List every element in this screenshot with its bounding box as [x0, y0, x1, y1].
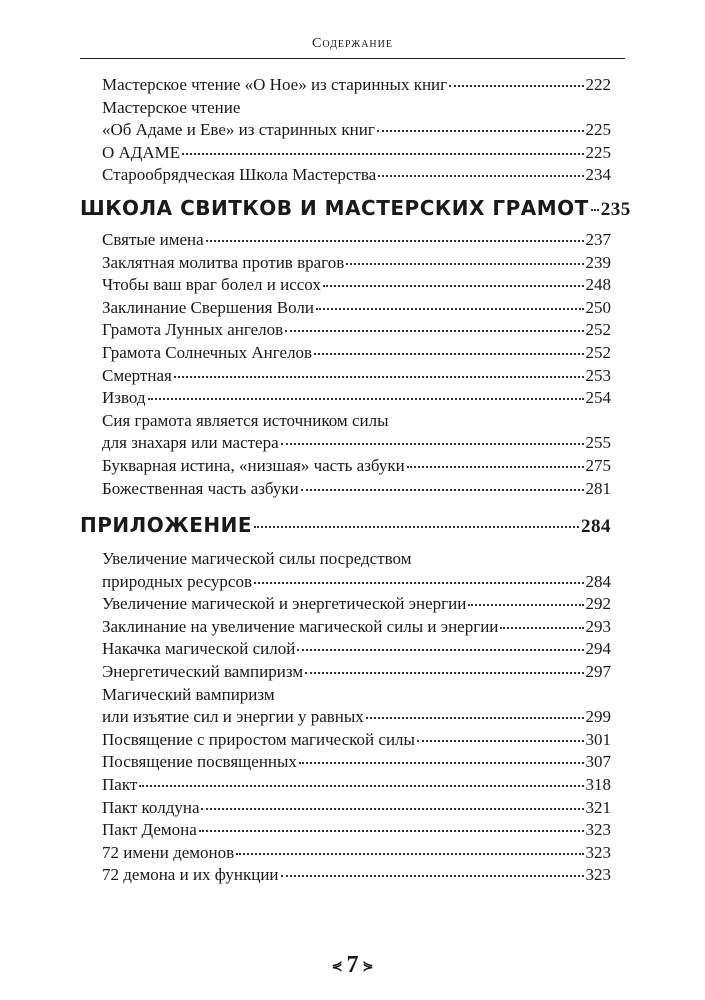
- dot-leader: [468, 604, 583, 606]
- toc-block-2: [80, 229, 611, 500]
- toc-entry[interactable]: [80, 729, 611, 752]
- toc-entry[interactable]: [80, 864, 611, 887]
- entry-page-number: 237: [585, 229, 611, 249]
- dot-leader: [281, 443, 584, 445]
- entry-title: Увеличение магической и энергетической энергии: [102, 594, 467, 614]
- page-number: 7: [346, 952, 359, 978]
- entry-title: Энергетический вампиризм: [102, 662, 304, 682]
- toc-section-heading[interactable]: [80, 193, 631, 225]
- page-footer: [0, 952, 705, 979]
- entry-page-number: 323: [585, 820, 611, 840]
- toc-entry[interactable]: [80, 142, 611, 165]
- entry-page-number: 293: [585, 616, 611, 636]
- toc-block-1: [80, 74, 611, 187]
- dot-leader: [591, 209, 599, 211]
- toc-entry-line[interactable]: Мастерское чтение: [102, 97, 241, 117]
- dot-leader: [316, 308, 584, 310]
- toc-entry[interactable]: [80, 297, 611, 320]
- dot-leader: [299, 762, 584, 764]
- entry-title: Святые имена: [102, 229, 204, 249]
- entry-page-number: 299: [585, 707, 611, 727]
- entry-page-number: 294: [585, 639, 611, 659]
- entry-page-number: 222: [585, 75, 611, 94]
- dot-leader: [182, 153, 583, 155]
- entry-page-number: 248: [585, 275, 611, 295]
- entry-title: Посвящение с приростом магической силы: [102, 729, 415, 749]
- dot-leader: [199, 830, 584, 832]
- entry-title: Грамота Солнечных Ангелов: [102, 342, 313, 362]
- dot-leader: [254, 582, 584, 584]
- entry-title: Посвящение посвященных: [102, 752, 297, 772]
- toc-entry[interactable]: [80, 819, 611, 842]
- section-page-number: 235: [600, 198, 631, 220]
- entry-title: Мастерское чтение «О Ное» из старинных книг: [102, 75, 448, 94]
- entry-title: 72 имени демонов: [102, 842, 235, 862]
- entry-page-number: 301: [585, 729, 611, 749]
- toc-entry[interactable]: [80, 455, 611, 478]
- entry-title: О АДАМЕ: [102, 142, 181, 162]
- entry-title: 72 демона и их функции: [102, 865, 279, 885]
- entry-title: Заклинание на увеличение магической силы и энергии: [102, 616, 499, 636]
- toc-entry[interactable]: [80, 478, 611, 501]
- dot-leader: [407, 466, 584, 468]
- dot-leader: [346, 263, 583, 265]
- entry-page-number: 323: [585, 842, 611, 862]
- toc-entry[interactable]: [80, 751, 611, 774]
- dot-leader: [323, 285, 584, 287]
- entry-title: Пакт Демона: [102, 820, 197, 840]
- dot-leader: [301, 489, 584, 491]
- toc-entry[interactable]: [80, 661, 611, 684]
- entry-page-number: 318: [585, 775, 611, 795]
- toc-entry[interactable]: [80, 164, 611, 187]
- dot-leader: [206, 240, 584, 242]
- toc-entry-line[interactable]: Увеличение магической силы посредством: [102, 549, 412, 569]
- section-page-number: 284: [581, 516, 611, 538]
- toc-entry[interactable]: [80, 252, 611, 275]
- toc-entry[interactable]: [80, 119, 611, 142]
- dot-leader: [449, 85, 583, 87]
- toc-entry[interactable]: [80, 616, 611, 639]
- entry-page-number: 284: [585, 571, 611, 591]
- dot-leader: [500, 627, 583, 629]
- toc-entry[interactable]: [80, 571, 611, 594]
- entry-title: Извод: [102, 388, 146, 408]
- toc-entry[interactable]: [80, 229, 611, 252]
- toc-entry[interactable]: [80, 274, 611, 297]
- toc-entry-line[interactable]: Магический вампиризм: [102, 684, 275, 704]
- toc-entry[interactable]: [80, 387, 611, 410]
- dot-leader: [174, 376, 584, 378]
- toc-entry[interactable]: [80, 365, 611, 388]
- dot-leader: [285, 330, 583, 332]
- entry-title: Заклинание Свершения Воли: [102, 297, 314, 317]
- entry-page-number: 307: [585, 752, 611, 772]
- entry-page-number: 234: [585, 165, 611, 185]
- toc-entry[interactable]: [80, 74, 611, 97]
- entry-page-number: 292: [585, 594, 611, 614]
- entry-title: природных ресурсов: [102, 571, 252, 591]
- toc-entry[interactable]: [80, 706, 611, 729]
- entry-title: Пакт колдуна: [102, 797, 200, 817]
- toc-entry[interactable]: [80, 342, 611, 365]
- entry-page-number: 225: [585, 142, 611, 162]
- entry-page-number: 225: [585, 120, 611, 140]
- dot-leader: [417, 740, 584, 742]
- entry-page-number: 323: [585, 865, 611, 885]
- toc-block-3: [80, 548, 611, 887]
- entry-page-number: 321: [585, 797, 611, 817]
- dot-leader: [139, 785, 583, 787]
- dot-leader: [297, 649, 583, 651]
- table-of-contents: [80, 74, 631, 887]
- section-title: ПРИЛОЖЕНИЕ: [80, 513, 253, 538]
- toc-entry[interactable]: [80, 319, 611, 342]
- running-header: Содержание: [312, 36, 393, 51]
- toc-entry[interactable]: [80, 797, 611, 820]
- entry-page-number: 253: [585, 365, 611, 385]
- toc-section-heading[interactable]: [80, 510, 611, 542]
- entry-page-number: 254: [585, 388, 611, 408]
- entry-title: или изъятие сил и энергии у равных: [102, 707, 364, 727]
- entry-page-number: 250: [585, 297, 611, 317]
- entry-page-number: 252: [585, 320, 611, 340]
- dot-leader: [201, 808, 583, 810]
- entry-page-number: 281: [585, 478, 611, 498]
- dot-leader: [314, 353, 583, 355]
- toc-entry[interactable]: [80, 774, 611, 797]
- entry-page-number: 255: [585, 433, 611, 453]
- entry-title: Божественная часть азбуки: [102, 478, 299, 498]
- dot-leader: [378, 175, 583, 177]
- entry-page-number: 239: [585, 252, 611, 272]
- entry-title: Чтобы ваш враг болел и иссох: [102, 275, 321, 295]
- dot-leader: [377, 130, 584, 132]
- entry-page-number: 275: [585, 455, 611, 475]
- toc-entry[interactable]: [80, 638, 611, 661]
- entry-title: Накачка магической силой: [102, 639, 296, 659]
- entry-page-number: 297: [585, 662, 611, 682]
- dot-leader: [281, 875, 584, 877]
- section-title: ШКОЛА СВИТКОВ И МАСТЕРСКИХ ГРАМОТ: [80, 195, 589, 220]
- ornament-left-icon: ⋞: [331, 958, 343, 974]
- entry-title: Заклятная молитва против врагов: [102, 252, 345, 272]
- toc-entry[interactable]: [80, 432, 611, 455]
- toc-entry[interactable]: [80, 593, 611, 616]
- entry-title: Пакт: [102, 775, 138, 795]
- entry-title: Грамота Лунных ангелов: [102, 320, 284, 340]
- dot-leader: [305, 672, 583, 674]
- entry-title: Букварная истина, «низшая» часть азбуки: [102, 455, 405, 475]
- entry-title: «Об Адаме и Еве» из старинных книг: [102, 120, 375, 140]
- dot-leader: [366, 717, 584, 719]
- entry-title: Смертная: [102, 365, 172, 385]
- entry-title: для знахаря или мастера: [102, 433, 279, 453]
- entry-title: Старообрядческая Школа Мастерства: [102, 165, 377, 185]
- ornament-right-icon: ⋟: [362, 958, 374, 974]
- dot-leader: [148, 398, 584, 400]
- entry-page-number: 252: [585, 342, 611, 362]
- header-rule: [80, 58, 625, 59]
- toc-entry[interactable]: [80, 842, 611, 865]
- toc-entry-line[interactable]: Сия грамота является источником силы: [102, 410, 389, 430]
- dot-leader: [254, 526, 579, 528]
- dot-leader: [236, 853, 583, 855]
